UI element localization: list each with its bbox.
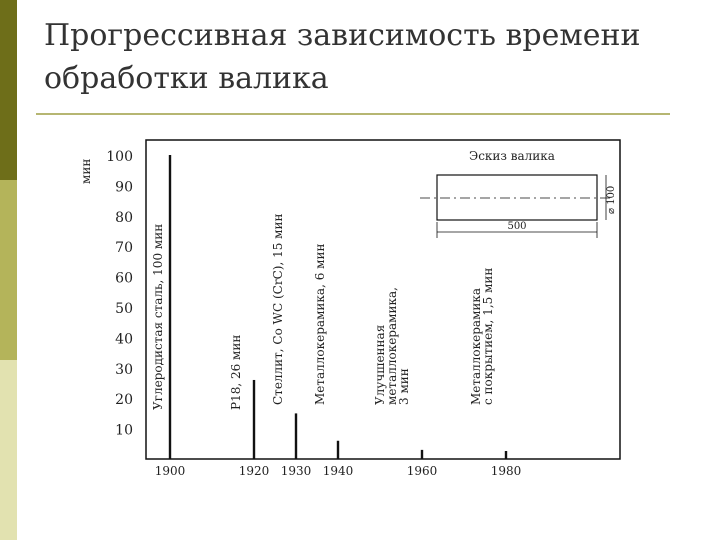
- bar: [505, 451, 507, 459]
- y-tick-label: 50: [115, 301, 133, 317]
- y-tick-label: 90: [115, 179, 133, 196]
- bar-label: с покрытием, 1,5 мин: [481, 267, 495, 405]
- bar: [169, 155, 171, 459]
- x-tick-label: 1920: [238, 464, 270, 478]
- x-tick-label: 1900: [154, 464, 186, 478]
- y-tick-label: 100: [106, 149, 133, 165]
- y-tick-label: 20: [115, 392, 133, 409]
- bar-label: Стеллит, Со WC (CrC), 15 мин: [271, 213, 285, 405]
- bar-label: Углеродистая сталь, 100 мин: [151, 223, 165, 410]
- length-label: 500: [507, 221, 527, 232]
- roller-body: [437, 175, 597, 220]
- y-tick-label: 40: [115, 331, 133, 348]
- bar: [253, 380, 255, 459]
- y-tick-label: 10: [115, 422, 133, 439]
- slide-title-line-2: обработки валика: [44, 61, 329, 96]
- bar-label: металлокерамика,: [385, 287, 399, 405]
- bar: [337, 441, 339, 459]
- bar-label: Металлокерамика, 6 мин: [313, 243, 327, 405]
- bar-label: 3 мин: [397, 368, 411, 405]
- x-tick-label: 1940: [322, 464, 354, 478]
- y-tick-label: 70: [115, 240, 133, 257]
- bar-label: Улучшенная: [373, 324, 387, 405]
- bar-label: Р18, 26 мин: [229, 334, 243, 410]
- x-tick-label: 1980: [490, 464, 522, 478]
- slide-title-line-1: Прогрессивная зависимость времени: [44, 18, 641, 53]
- roller-sketch-inset: [420, 149, 617, 238]
- y-tick-label: 60: [115, 270, 133, 287]
- x-tick-label: 1960: [406, 464, 438, 478]
- inset-title: Эскиз валика: [469, 149, 555, 163]
- y-tick-label: 80: [115, 209, 133, 226]
- bar: [295, 413, 297, 459]
- diameter-label: ⌀ 100: [606, 185, 617, 214]
- bar-label: Металлокерамика: [469, 287, 483, 405]
- bar: [421, 450, 423, 459]
- plot-frame: [146, 140, 620, 459]
- x-tick-label: 1930: [280, 464, 312, 478]
- y-axis-label: мин: [79, 158, 93, 184]
- y-tick-label: 30: [115, 361, 133, 378]
